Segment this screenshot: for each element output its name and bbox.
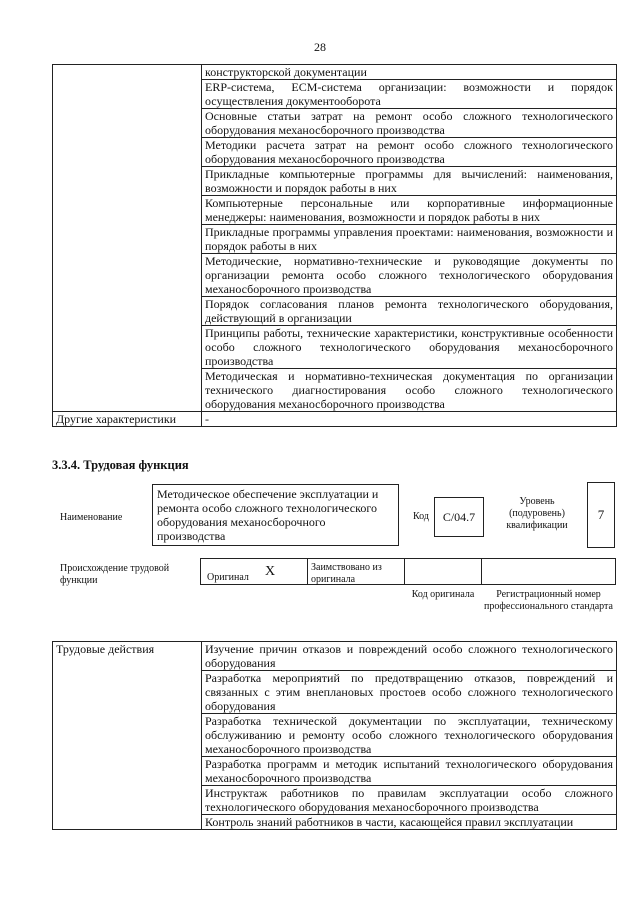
table-cell: Прикладные компьютерные программы для вычислений: наименования, возможности и порядок работы в них — [202, 167, 617, 196]
code-label: Код — [413, 511, 429, 522]
original-label: Оригинал — [207, 572, 249, 583]
labor-action-item: Инструктаж работников по правилам эксплуатации особо сложного технологического оборудования механосборочного производства — [202, 786, 617, 815]
labor-action-item: Контроль знаний работников в части, касающейся правил эксплуатации — [202, 815, 617, 830]
labor-actions-label: Трудовые действия — [53, 642, 202, 830]
table-cell: ERP-система, ECM-система организации: возможности и порядок осуществления документооборота — [202, 80, 617, 109]
name-label: Наименование — [60, 512, 123, 523]
table-cell: Методическая и нормативно-техническая документация по организации технического диагностирования особо сложного технологического оборудования механосборочного производства — [202, 369, 617, 412]
table-cell: конструкторской документации — [202, 65, 617, 80]
original-mark: X — [265, 564, 276, 579]
qualification-level-box: 7 — [587, 482, 615, 548]
table-cell: Принципы работы, технические характеристики, конструктивные особенности особо сложного технологического оборудования механосборочного производства — [202, 326, 617, 369]
labor-actions-table — [52, 641, 617, 830]
table-cell: Методические, нормативно-технические и руководящие документы по организации ремонта особо сложного технологического оборудования механосборочного производства — [202, 254, 617, 297]
origin-label: Происхождение трудовой функции — [60, 563, 170, 586]
labor-action-item: Разработка программ и методик испытаний технологического оборудования механосборочного производства — [202, 757, 617, 786]
table-cell: Порядок согласования планов ремонта технологического оборудования, действующий в организации — [202, 297, 617, 326]
page-number: 28 — [314, 40, 326, 54]
labor-action-item: Разработка технической документации по эксплуатации, техническому обслуживанию и ремонту особо сложного технологического оборудования механосборочного производства — [202, 714, 617, 757]
borrowed-label: Заимствовано из оригинала — [311, 562, 382, 585]
registration-number-label: Регистрационный номер профессионального стандарта — [484, 589, 613, 612]
code-original-label: Код оригинала — [411, 589, 475, 600]
table-cell: Методики расчета затрат на ремонт особо сложного технологического оборудования механосборочного производства — [202, 138, 617, 167]
table-cell: Компьютерные персональные или корпоративные информационные менеджеры: наименования, возможности и порядок работы в них — [202, 196, 617, 225]
table-row — [53, 642, 617, 671]
table-cell: - — [202, 412, 617, 427]
table-left-cell: Другие характеристики — [53, 412, 202, 427]
table-cell: Основные статьи затрат на ремонт особо сложного технологического оборудования механосборочного производства — [202, 109, 617, 138]
section-heading: 3.3.4. Трудовая функция — [52, 458, 189, 472]
labor-action-item: Изучение причин отказов и повреждений особо сложного технологического оборудования — [202, 642, 617, 671]
function-name-box: Методическое обеспечение эксплуатации и ремонта особо сложного технологического оборудования механосборочного производства — [152, 484, 399, 546]
table-cell: Прикладные программы управления проектами: наименования, возможности и порядок работы в них — [202, 225, 617, 254]
labor-action-item: Разработка мероприятий по предотвращению отказов, повреждений и связанных с этим внеплановых простоев особо сложного технологического оборудования — [202, 671, 617, 714]
function-code-box: С/04.7 — [434, 497, 484, 537]
qualification-level-label: Уровень (подуровень) квалификации — [506, 496, 568, 531]
